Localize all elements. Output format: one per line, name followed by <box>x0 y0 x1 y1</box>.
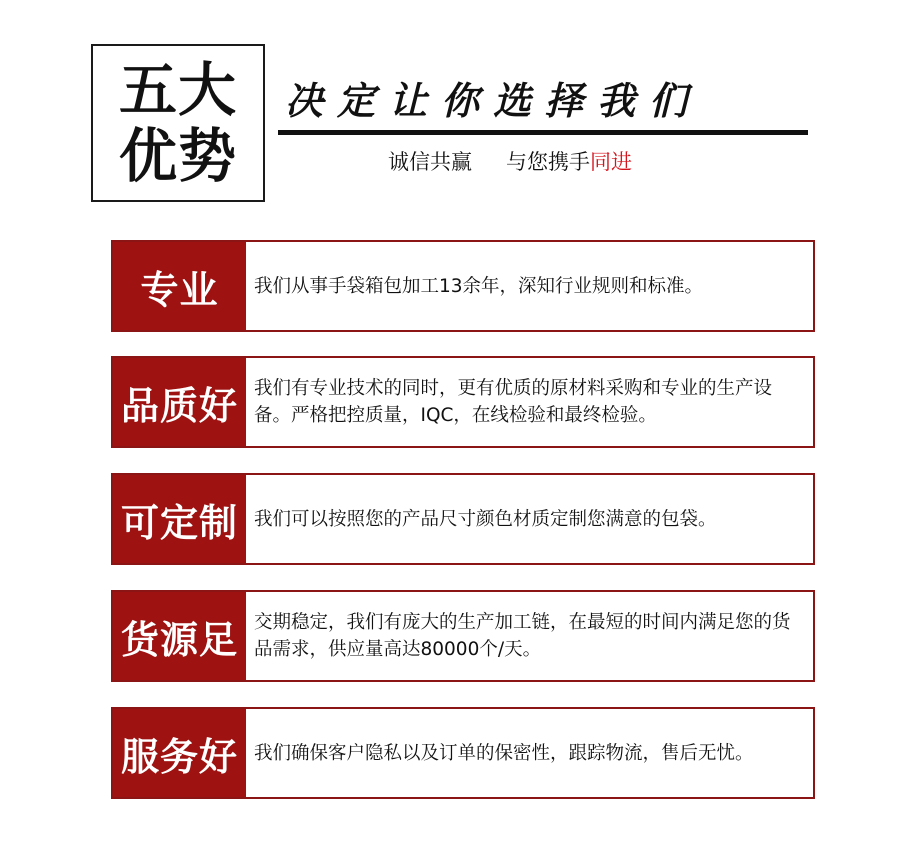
title-line-1: 五大 <box>118 56 237 124</box>
advantage-card-quality <box>111 356 815 448</box>
title-box <box>91 44 265 202</box>
slogan-underline <box>278 130 808 135</box>
advantage-description: 交期稳定，我们有庞大的生产加工链，在最短的时间内满足您的货品需求，供应量高达80000个/天。 <box>254 612 791 660</box>
advantage-label: 服务好 <box>113 709 246 797</box>
advantage-card-customizable <box>111 473 815 565</box>
subtitle <box>388 148 632 176</box>
advantage-description: 我们确保客户隐私以及订单的保密性，跟踪物流，售后无忧。 <box>254 742 754 764</box>
advantage-card-professional <box>111 240 815 332</box>
advantage-card-service <box>111 707 815 799</box>
subtitle-part2: 与您携手 <box>506 150 590 174</box>
title-line-2: 优势 <box>118 122 237 190</box>
advantage-description: 我们从事手袋箱包加工13余年，深知行业规则和标准。 <box>254 275 704 297</box>
advantage-label: 专业 <box>113 242 246 330</box>
advantage-description: 我们可以按照您的产品尺寸颜色材质定制您满意的包袋。 <box>254 508 717 530</box>
slogan: 决定让你选择我们 <box>285 78 702 123</box>
subtitle-accent: 同进 <box>590 150 632 174</box>
advantage-card-supply <box>111 590 815 682</box>
advantage-label: 品质好 <box>113 358 246 446</box>
subtitle-part1: 诚信共赢 <box>388 150 472 174</box>
advantage-label: 货源足 <box>113 592 246 680</box>
advantage-label: 可定制 <box>113 475 246 563</box>
advantage-description: 我们有专业技术的同时，更有优质的原材料采购和专业的生产设备。严格把控质量，IQC，在线检验和最终检验。 <box>254 378 773 426</box>
